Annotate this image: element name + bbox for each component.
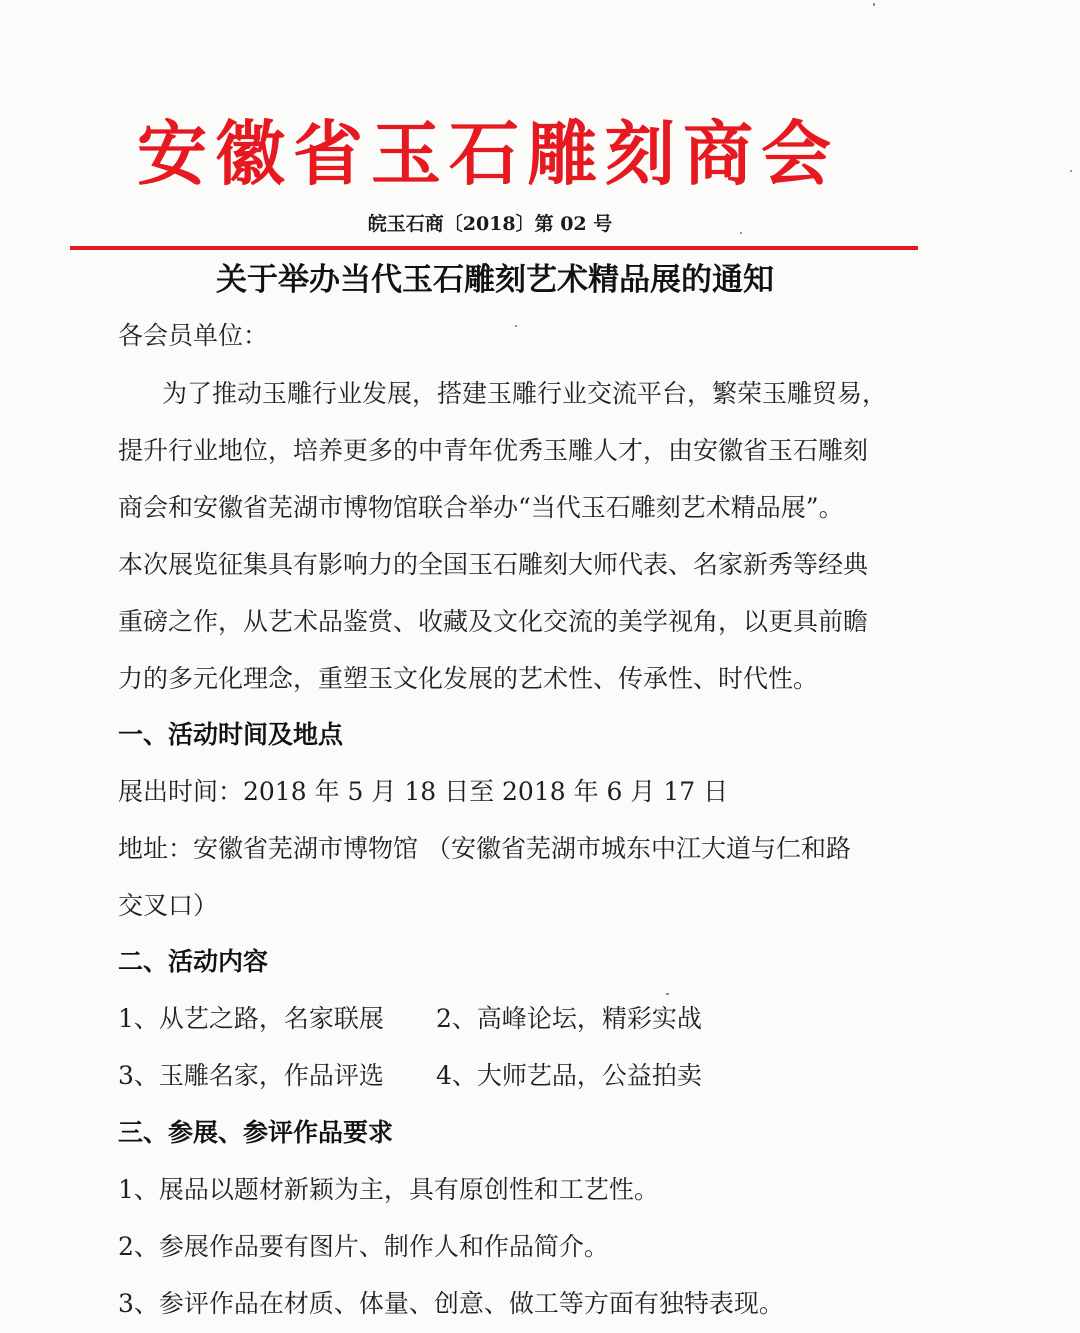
- scan-speck: [515, 325, 517, 327]
- requirement-item: 1、展品以题材新颖为主，具有原创性和工艺性。: [118, 1175, 659, 1204]
- activity-item: 3、玉雕名家，作品评选: [118, 1061, 384, 1090]
- notice-title: 关于举办当代玉石雕刻艺术精品展的通知: [216, 262, 774, 298]
- document-number: 皖玉石商〔2018〕第 02 号: [367, 213, 613, 235]
- scan-speck: [740, 232, 742, 234]
- intro-line: 重磅之作，从艺术品鉴赏、收藏及文化交流的美学视角，以更具前瞻: [118, 607, 869, 636]
- requirement-item: 3、参评作品在材质、体量、创意、做工等方面有独特表现。: [118, 1289, 784, 1318]
- org-letterhead-name: 安徽省玉石雕刻商会: [137, 112, 839, 195]
- salutation: 各会员单位：: [118, 321, 269, 350]
- activity-item: 1、从艺之路，名家联展: [118, 1004, 384, 1033]
- activity-item: 2、高峰论坛，精彩实战: [436, 1004, 702, 1033]
- address-line: 交叉口）: [118, 891, 219, 920]
- exhibition-time: 展出时间：2018 年 5 月 18 日至 2018 年 6 月 17 日: [118, 777, 729, 806]
- intro-line: 提升行业地位，培养更多的中青年优秀玉雕人才，由安徽省玉石雕刻: [118, 436, 869, 465]
- section-heading-content: 二、活动内容: [118, 947, 269, 976]
- intro-line: 力的多元化理念，重塑玉文化发展的艺术性、传承性、时代性。: [118, 664, 819, 693]
- section-heading-requirements: 三、参展、参评作品要求: [118, 1118, 394, 1147]
- scan-speck: [873, 3, 875, 6]
- scan-speck: [666, 993, 669, 995]
- activity-item: 4、大师艺品，公益拍卖: [436, 1061, 702, 1090]
- letterhead-red-rule: [70, 246, 918, 250]
- intro-line: 本次展览征集具有影响力的全国玉石雕刻大师代表、名家新秀等经典: [118, 550, 869, 579]
- intro-line: 商会和安徽省芜湖市博物馆联合举办“当代玉石雕刻艺术精品展”。: [118, 493, 844, 522]
- intro-line: 为了推动玉雕行业发展，搭建玉雕行业交流平台，繁荣玉雕贸易，: [162, 379, 888, 408]
- scan-speck: [1070, 170, 1072, 172]
- address-line: 地址：安徽省芜湖市博物馆 （安徽省芜湖市城东中江大道与仁和路: [118, 834, 851, 863]
- requirement-item: 2、参展作品要有图片、制作人和作品简介。: [118, 1232, 609, 1261]
- section-heading-time-location: 一、活动时间及地点: [118, 720, 344, 749]
